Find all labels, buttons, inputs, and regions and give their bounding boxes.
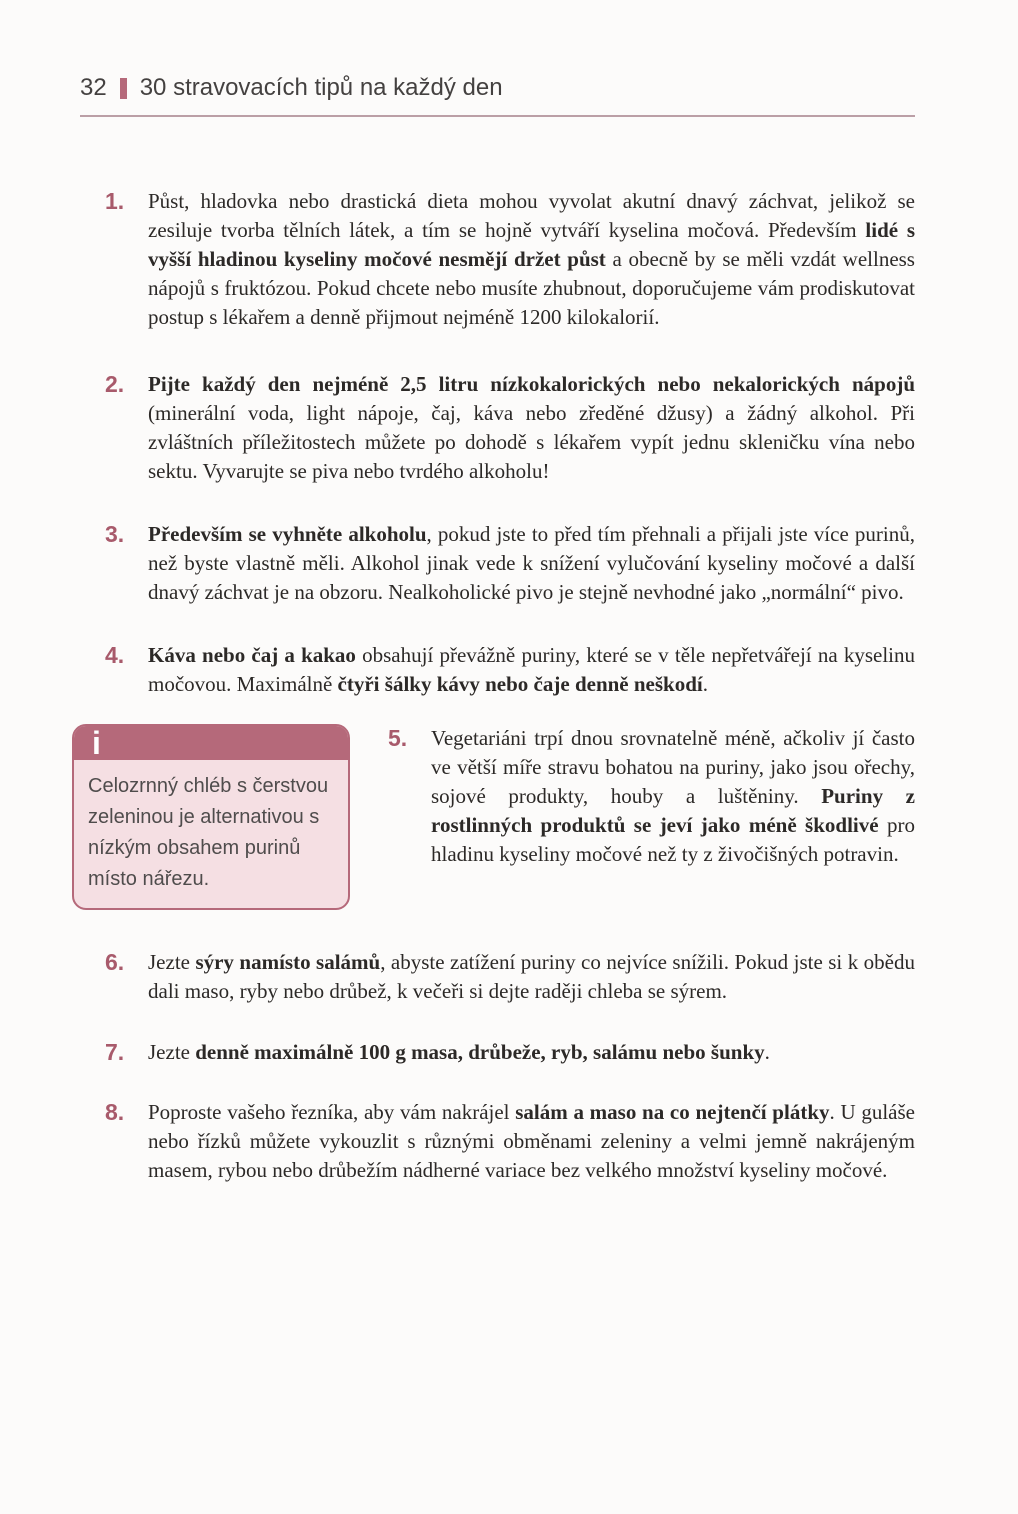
tip-text: Vegetariáni trpí dnou srovnatelně méně, ačkoliv jí často ve větší míře stravu bohatou na puriny, jako jsou ořechy, sojové produkty, houby a luštěniny. Puriny z rostlinných produktů se jeví jako méně škodlivé pro hladinu kyseliny močové než ty z živočišných potravin.	[431, 726, 915, 866]
tip-text: Jezte sýry namísto salámů, abyste zatížení puriny co nejvíce snížili. Pokud jste si k obědu dali maso, ryby nebo drůbež, k večeři si dejte raději chleba se sýrem.	[148, 950, 915, 1003]
page-number: 32	[80, 74, 107, 101]
info-box	[72, 724, 350, 910]
info-icon: i	[92, 725, 101, 761]
tip-number: 5.	[388, 725, 408, 751]
tip-item-6	[72, 948, 915, 1006]
tip-text: Poproste vašeho řezníka, aby vám nakrájel salám a maso na co nejtenčí plátky. U guláše nebo řízků můžete vykouzlit s různými obměnami zeleniny a velmi jemně nakrájeným masem, rybou nebo drůbežím nádherné variace bez velkého množství kyseliny močové.	[148, 1100, 915, 1182]
info-box-header	[74, 726, 348, 760]
tip-item-1	[72, 187, 915, 332]
tip-number: 8.	[105, 1099, 125, 1125]
tip-number: 4.	[105, 642, 125, 668]
tip-item-7	[72, 1038, 915, 1067]
tip-item-4	[72, 641, 915, 699]
tip-text: Pijte každý den nejméně 2,5 litru nízkokalorických nebo nekalorických nápojů (minerální voda, light nápoje, čaj, káva nebo zředěné džusy) a žádný alkohol. Při zvláštních příležitostech můžete po dohodě s lékařem vypít jednu skleničku vína nebo sektu. Vyvarujte se piva nebo tvrdého alkoholu!	[148, 372, 915, 483]
tip-item-8	[72, 1098, 915, 1185]
tip-text: Jezte denně maximálně 100 g masa, drůbeže, ryb, salámu nebo šunky.	[148, 1040, 770, 1064]
tip-number: 2.	[105, 371, 125, 397]
tip-number: 1.	[105, 188, 125, 214]
tip-text: Především se vyhněte alkoholu, pokud jste to před tím přehnali a přijali jste více purinů, než byste vlastně měli. Alkohol jinak vede k snížení vylučování kyseliny močové a další dnavý záchvat je na obzoru. Nealkoholické pivo je stejně nevhodné jako „normální“ pivo.	[148, 522, 915, 604]
page-title: 30 stravovacích tipů na každý den	[139, 74, 503, 101]
tips-list	[72, 187, 915, 1185]
page-header	[80, 74, 915, 117]
header-divider-bar	[120, 78, 127, 99]
tip-item-2	[72, 370, 915, 486]
info-box-text: Celozrnný chléb s čerstvou zeleninou je alternativou s nízkým obsahem purinů místo nářezu.	[88, 775, 329, 890]
tip-text: Káva nebo čaj a kakao obsahují převážně puriny, které se v těle nepřetvářejí na kyselinu močovou. Maximálně čtyři šálky kávy nebo čaje denně neškodí.	[148, 643, 915, 696]
tip-item-5	[388, 724, 915, 869]
tip-item-3	[72, 520, 915, 607]
info-row	[72, 724, 915, 910]
tip-number: 6.	[105, 949, 125, 975]
tip-number: 7.	[105, 1039, 125, 1065]
tip-number: 3.	[105, 521, 125, 547]
tip-text: Půst, hladovka nebo drastická dieta mohou vyvolat akutní dnavý záchvat, jelikož se zesiluje tvorba tělních látek, a tím se hojně vytváří kyselina močová. Především lidé s vyšší hladinou kyseliny močové nesmějí držet půst a obecně by se měli vzdát wellness nápojů s fruktózou. Pokud chcete nebo musíte zhubnout, doporučujeme vám prodiskutovat postup s lékařem a denně přijmout nejméně 1200 kilokalorií.	[148, 189, 916, 329]
